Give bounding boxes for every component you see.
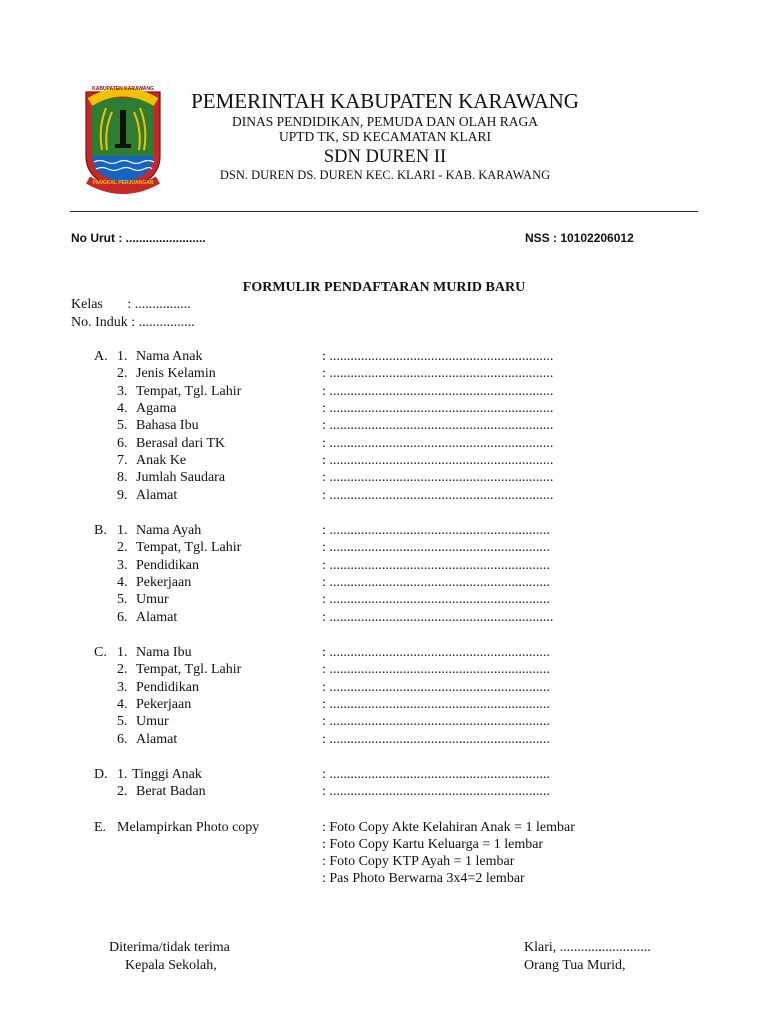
header-uptd: UPTD TK, SD KECAMATAN KLARI [278,129,492,144]
item-number: 1. [117,645,128,660]
field-blank: : ............................................................... [322,731,550,747]
item-number: 6. [117,435,128,451]
field-label: Pendidikan [136,679,199,695]
no-urut-field: No Urut : ........................ [71,231,206,245]
field-label: Berasal dari TK [136,435,226,451]
item-number: 4. [117,401,128,417]
field-label: Nama Ayah [136,523,202,538]
field-blank: : ................................................................ [322,470,554,486]
header-government: PEMERINTAH KABUPATEN KARAWANG [191,89,579,113]
field-label: Tempat, Tgl. Lahir [136,540,242,556]
field-label: Umur [136,592,169,608]
header-school-name: SDN DUREN II [323,147,447,167]
field-blank: : ............................................................... [322,523,550,538]
header-department: DINAS PENDIDIKAN, PEMUDA DAN OLAH RAGA [232,114,538,129]
field-label: Alamat [136,487,178,503]
item-number: 2. [117,366,128,382]
field-label: Pekerjaan [136,697,192,713]
field-blank: : ................................................................ [322,487,554,503]
field-label: Jumlah Saudara [136,470,226,486]
item-number: 3. [117,679,128,695]
item-number: 2. [117,784,128,800]
field-blank: : ................................................................ [322,609,554,625]
field-blank: : ............................................................... [322,784,550,800]
attachment-item: : Foto Copy Kartu Keluarga = 1 lembar [322,837,544,852]
section-e-letter: E. [94,820,107,835]
field-blank: : ............................................................... [322,714,550,730]
field-label: Alamat [136,731,178,747]
field-label: Jenis Kelamin [136,366,216,382]
field-blank: : ............................................................... [322,679,550,695]
nss-number: NSS : 10102206012 [525,231,634,245]
field-blank: : ............................................................... [322,697,550,713]
field-label: Tempat, Tgl. Lahir [136,383,242,399]
item-number: 1. [117,523,128,538]
field-label: Nama Ibu [136,645,192,660]
field-blank: : ................................................................ [322,418,554,434]
field-blank: : ................................................................ [322,401,554,417]
field-label: Bahasa Ibu [136,418,199,434]
field-label: Tempat, Tgl. Lahir [136,662,242,678]
parent-title: Orang Tua Murid, [524,958,626,973]
field-label: Pekerjaan [136,575,192,591]
attachment-item: : Foto Copy Akte Kelahiran Anak = 1 lembar [322,820,575,835]
logo-ring-top-text: KABUPATEN KARAWANG [92,86,154,92]
no-induk-field: No. Induk : ................ [71,315,195,330]
item-number: 3. [117,383,128,399]
field-label: Agama [136,401,177,417]
item-number: 9. [117,487,128,503]
section-d-letter: D. [94,767,108,782]
item-number: 2. [117,662,128,678]
field-blank: : ................................................................ [322,349,554,364]
field-label: Tinggi Anak [132,767,202,782]
kelas-field: Kelas : ................ [71,297,191,312]
section-e-label: Melampirkan Photo copy [117,820,260,835]
item-number: 5. [117,418,128,434]
item-number: 4. [117,697,128,713]
field-label: Nama Anak [136,349,203,364]
item-number: 6. [117,609,128,625]
item-number: 2. [117,540,128,556]
field-blank: : ............................................................... [322,540,550,556]
header-address: DSN. DUREN DS. DUREN KEC. KLARI - KAB. KARAWANG [219,168,551,182]
field-blank: : ............................................................... [322,575,550,591]
logo-ring-bottom-text: PANGKAL PERJUANGAN [92,180,154,186]
form-title: FORMULIR PENDAFTARAN MURID BARU [242,280,526,295]
field-blank: : ............................................................... [322,645,550,660]
field-blank: : ............................................................... [322,767,550,782]
item-number: 4. [117,575,128,591]
field-blank: : ............................................................... [322,662,550,678]
field-blank: : ................................................................ [322,435,554,451]
item-number: 6. [117,731,128,747]
field-label: Umur [136,714,169,730]
header-divider [70,211,698,212]
item-number: 1. [117,349,128,364]
field-label: Anak Ke [136,453,187,469]
item-number: 1. [117,767,128,782]
field-label: Pendidikan [136,557,199,573]
item-number: 7. [117,453,128,469]
field-blank: : ................................................................ [322,453,554,469]
field-blank: : ................................................................ [322,366,554,382]
attachment-item: : Pas Photo Berwarna 3x4=2 lembar [322,871,525,886]
section-c-letter: C. [94,645,107,660]
attachment-item: : Foto Copy KTP Ayah = 1 lembar [322,854,515,869]
item-number: 5. [117,592,128,608]
field-blank: : ................................................................ [322,383,554,399]
section-a-letter: A. [94,349,108,364]
section-b-letter: B. [94,523,107,538]
item-number: 5. [117,714,128,730]
place-date: Klari, .......................... [524,940,651,955]
field-blank: : ............................................................... [322,557,550,573]
field-label: Berat Badan [136,784,206,800]
item-number: 3. [117,557,128,573]
receipt-status: Diterima/tidak terima [109,940,230,955]
principal-title: Kepala Sekolah, [125,958,217,973]
item-number: 8. [117,470,128,486]
field-blank: : ............................................................... [322,592,550,608]
field-label: Alamat [136,609,178,625]
